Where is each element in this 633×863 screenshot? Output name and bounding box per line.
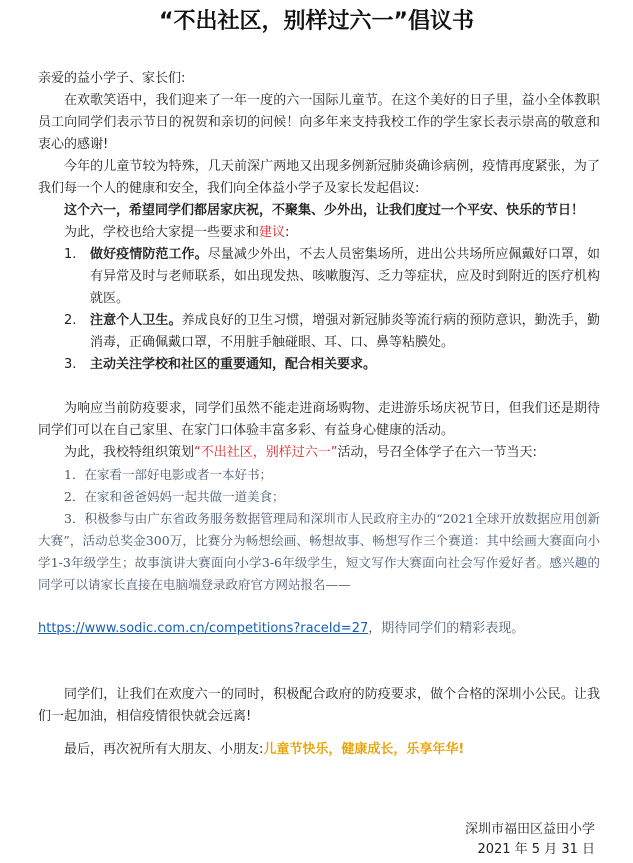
requirement-item: 1. 做好疫情防范工作。尽量减少外出，不去人员密集场所，进出公共场所应佩戴好口罩，如有异常及时与老师联系，如出现发热、咳嗽腹泻、乏力等症状，应及时到附近的医疗机构就医。	[64, 247, 600, 306]
link-line: https://www.sodic.com.cn/competitions?raceId=27，期待同学们的精彩表现。	[38, 621, 525, 636]
signature-block	[465, 820, 595, 860]
spacer	[38, 596, 600, 618]
requirement-item: 2. 注意个人卫生。养成良好的卫生习惯，增强对新冠肺炎等流行病的预防意识，勤洗手，勤消毒，正确佩戴口罩，不用脏手触碰眼、耳、口、鼻等粘膜处。	[64, 313, 600, 350]
requirements-intro: 为此，学校也给大家提一些要求和建议:	[64, 225, 290, 240]
activity-item: 2．在家和爸爸妈妈一起共做一道美食；	[64, 489, 285, 504]
greeting: 亲爱的益小学子、家长们:	[38, 71, 186, 86]
activity-call-paragraph: 为此，我校特组织策划“不出社区，别样过六一”活动，号召全体学子在六一节当天:	[64, 445, 537, 460]
spacer	[38, 662, 600, 684]
event-name-highlight: “不出社区，别样过六一”	[194, 445, 338, 460]
spacer	[38, 728, 600, 739]
requirements-list	[38, 244, 600, 376]
proposal-paragraph: 这个六一，希望同学们都居家庆祝，不聚集、少外出，让我们度过一个平安、快乐的节日！	[64, 203, 585, 218]
activity-item: 1．在家看一部好电影或者一本好书；	[64, 467, 272, 482]
suggestion-highlight: 建议	[259, 225, 286, 240]
requirement-item: 3. 主动关注学校和社区的重要通知，配合相关要求。	[64, 357, 377, 372]
document-title: “不出社区，别样过六一”倡议书	[159, 9, 474, 34]
wishes-highlight: 儿童节快乐，健康成长，乐享年华!	[263, 742, 465, 757]
situation-paragraph: 今年的儿童节较为特殊，几天前深广两地又出现多例新冠肺炎确诊病例，疫情再度紧张，为了我们每一个人的健康和安全，我们向全体益小学子及家长发起倡议:	[38, 159, 600, 196]
intro-paragraph: 在欢歌笑语中，我们迎来了一年一度的六一国际儿童节。在这个美好的日子里，益小全体教职员工向同学们表示节日的祝贺和亲切的问候！向多年来支持我校工作的学生家长表示崇高的敬意和衷心的感谢!	[38, 93, 600, 152]
signature-date: 2021 年 5 月 31 日	[477, 842, 595, 857]
spacer	[38, 640, 600, 662]
letter-body	[38, 68, 600, 761]
competition-link[interactable]: https://www.sodic.com.cn/competitions?raceId=27	[38, 621, 369, 636]
activity-item: 3．积极参与由广东省政务服务数据管理局和深圳市人民政府主办的“2021全球开放数据应用创新大赛”，活动总奖金300万，比赛分为畅想绘画、畅想故事、畅想写作三个赛道：其中绘画大赛面向小学1-3年级学生；故事演讲大赛面向小学3-6年级学生，短文写作大赛面向社会写作爱好者。感兴趣的同学可以请家长直接在电脑端登录政府官方网站报名——	[38, 511, 600, 592]
closing-paragraph: 同学们，让我们在欢度六一的同时，积极配合政府的防疫要求，做个合格的深圳小公民。让我们一起加油，相信疫情很快就会远离!	[38, 687, 600, 724]
wishes-paragraph: 最后，再次祝所有大朋友、小朋友:儿童节快乐，健康成长，乐享年华!	[64, 742, 465, 757]
spacer	[38, 376, 600, 398]
signature-school: 深圳市福田区益田小学	[464, 822, 595, 837]
activity-intro-paragraph: 为响应当前防疫要求，同学们虽然不能走进商场购物、走进游乐场庆祝节日，但我们还是期待同学们可以在自己家里、在家门口体验丰富多彩、有益身心健康的活动。	[38, 401, 600, 438]
